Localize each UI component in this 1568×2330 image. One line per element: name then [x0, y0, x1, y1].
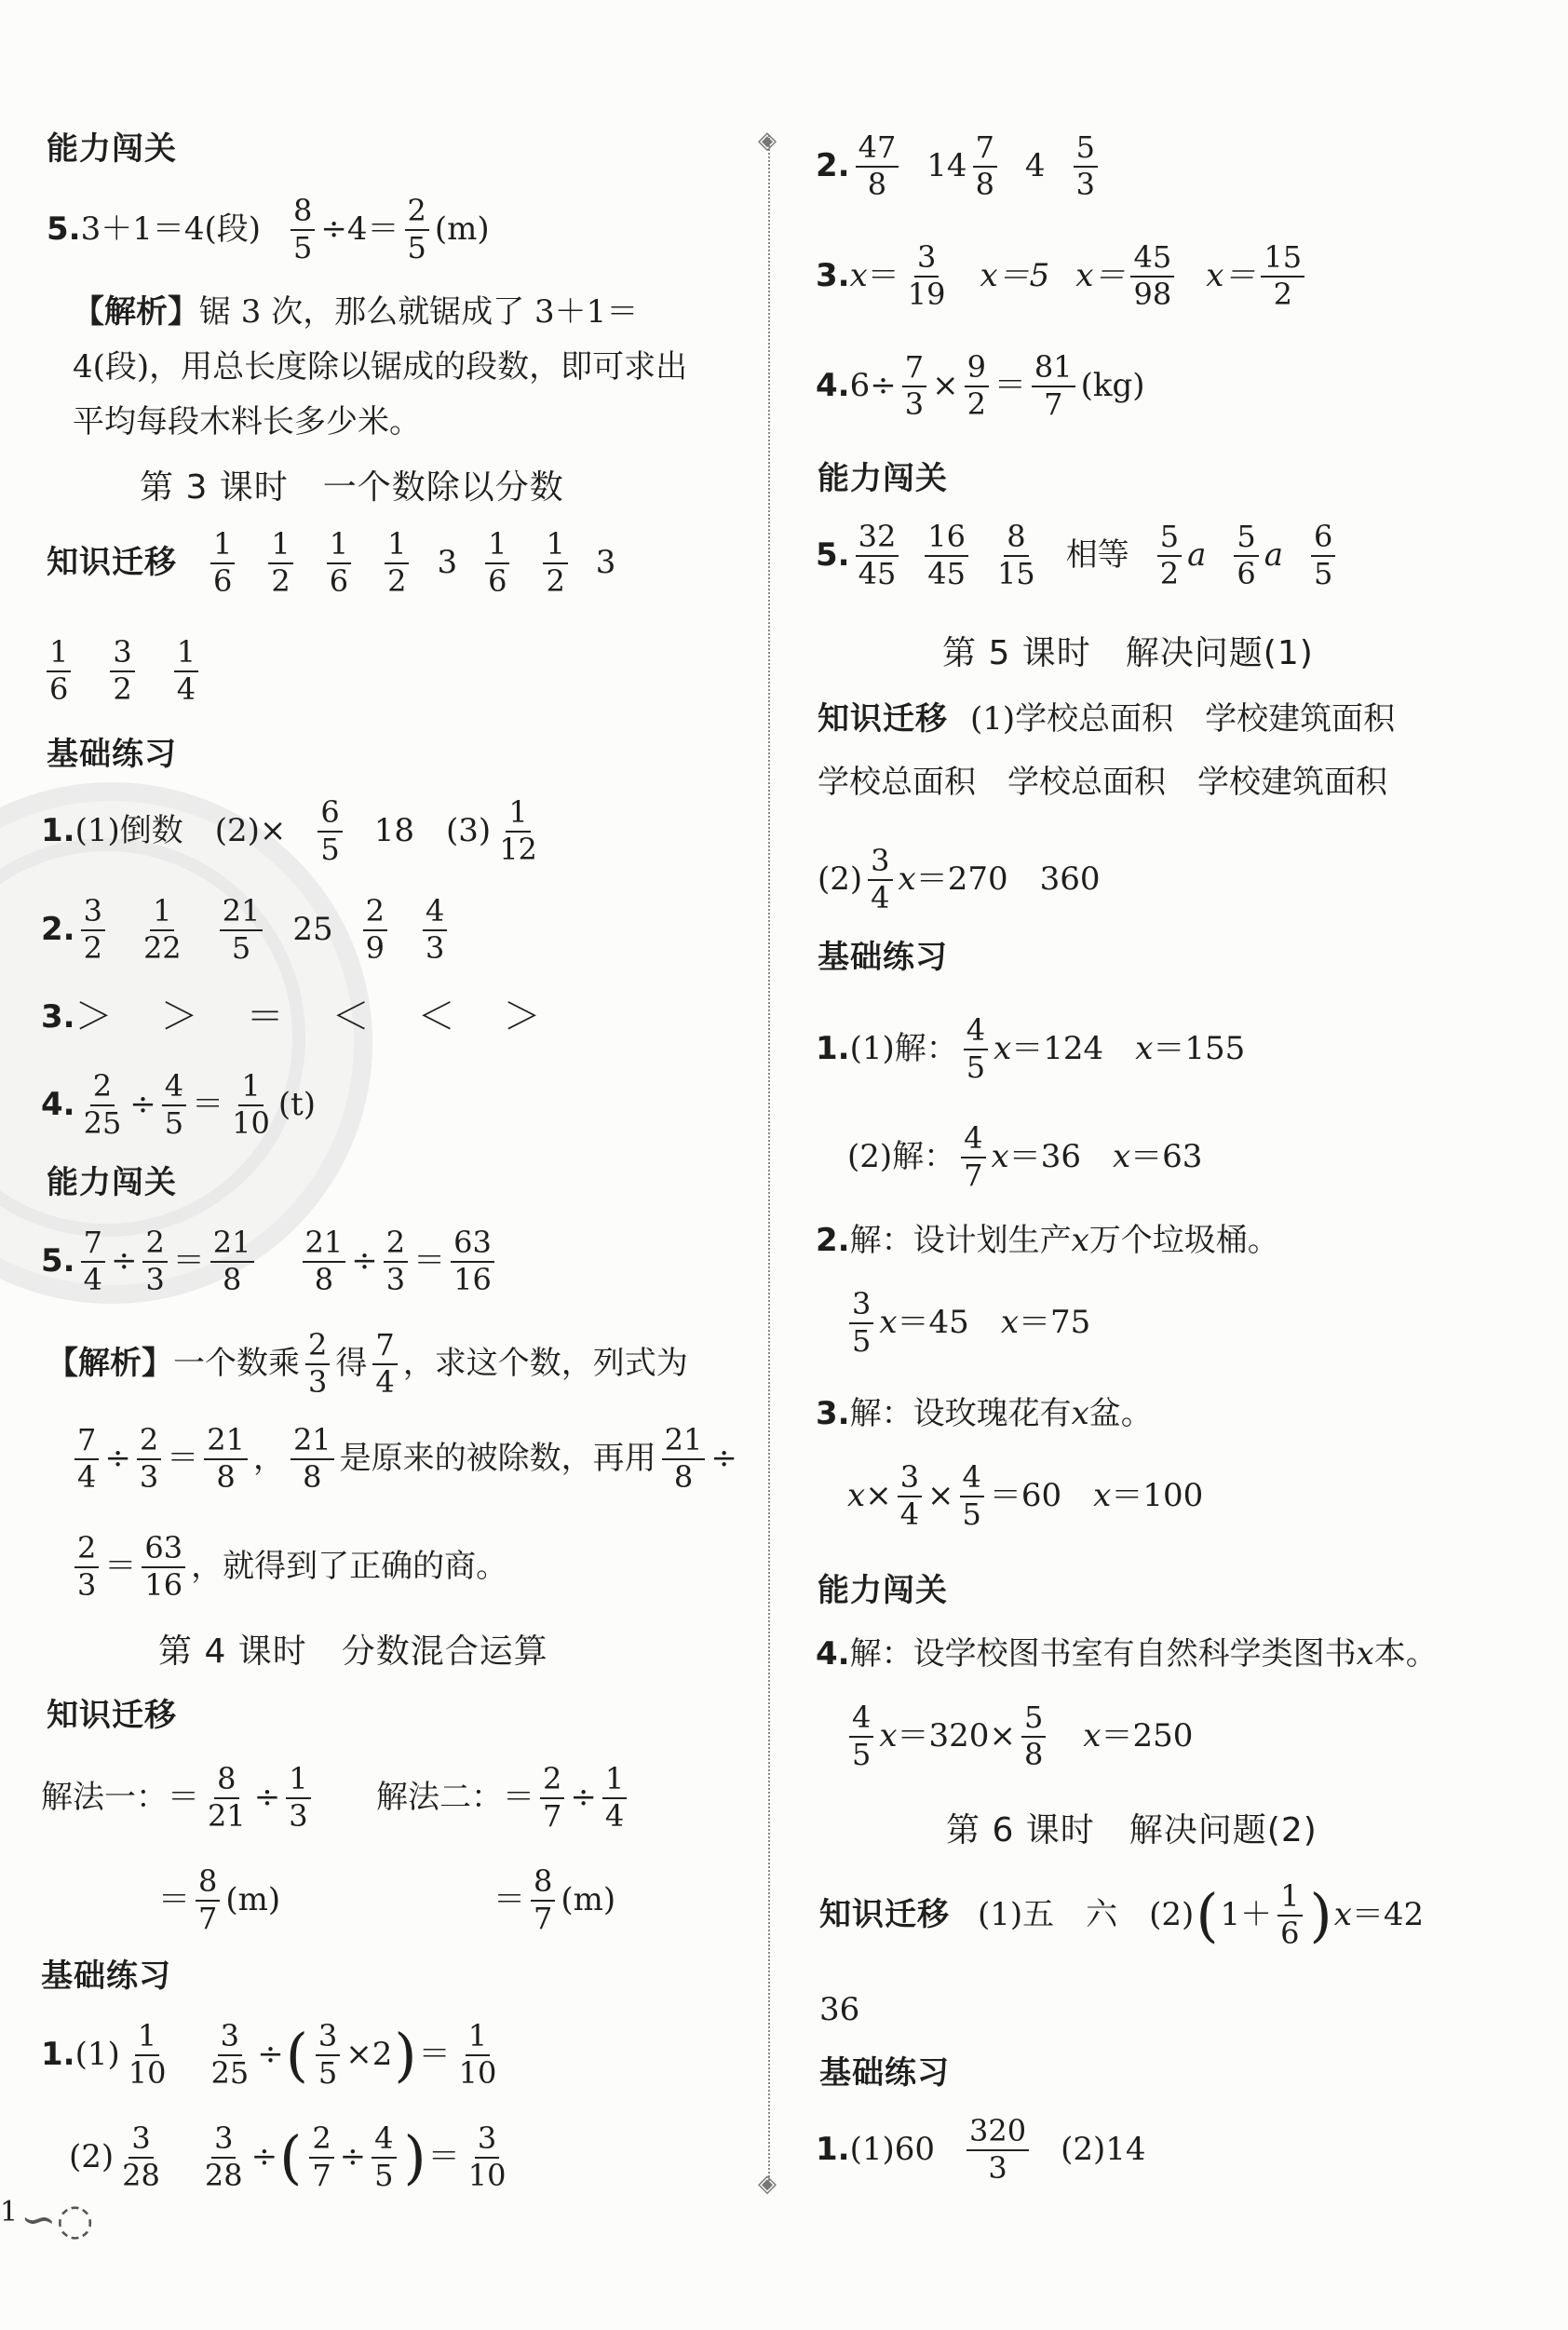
fraction: $\frac{4}{5}$ [162, 1071, 186, 1139]
solution-method-1: 解法一：＝ $\frac{8}{21}$ ÷ $\frac{1}{3}$ [41, 1764, 317, 1832]
answer-5: 5. 32 45 16 45 8 15 相等 5 2 a 5 6 a 6 5 [816, 522, 1341, 589]
knowledge-transfer-row-2 [41, 634, 204, 707]
value: 3 [437, 544, 458, 582]
mixed-answer-1: 1. (1) 1 10 $\frac{3}{25}$ ÷ ( $\frac{3}{5}$ ×2 ) ＝ 1 10 [41, 2018, 497, 2091]
separator-ornament-bottom: ◈ [758, 2170, 777, 2198]
knowledge-transfer-line-2: 学校总面积 学校总面积 学校建筑面积 [818, 764, 1387, 801]
basic-answer-2-equation: 3 5 x ＝45 x ＝75 [844, 1289, 1090, 1357]
section-heading-ability: 能力闯关 [47, 130, 177, 168]
basic-answer-1: 1. (1)60 320 3 (2)14 [816, 2113, 1146, 2186]
fraction-list [205, 526, 616, 599]
analysis-paragraph-1: 【解析】锯 3 次，那么就锯成了 3＋1＝ 4(段)，用总长度除以锯成的段数，即可求出 平均每段木料长多少米。 [73, 293, 688, 440]
fraction-list [75, 893, 453, 966]
answer-5: 5. 3＋1＝4(段) $\frac{8}{5}$ ÷4＝ 2 5 (m) [47, 193, 490, 265]
answer-4: 4. 6÷ $\frac{7}{3}$ × $\frac{9}{2}$ ＝ 81 7 (kg) [816, 349, 1145, 422]
section-heading-ability-2: 能力闯关 [818, 1572, 948, 1609]
basic-answer-3: 3. ＞ ＞ ＝ ＜ ＜ ＞ [41, 996, 547, 1038]
fraction: $\frac{8}{5}$ [291, 196, 315, 264]
page-number: 1 [0, 2196, 19, 2228]
knowledge-transfer-row-1: 知识迁移 1 6 1 2 1 6 1 2 3 1 6 1 2 3 [47, 526, 616, 599]
fraction: 1 12 [499, 794, 537, 867]
lesson-6-title: 第 6 课时 解决问题(2) [946, 1811, 1318, 1849]
section-heading-ability-2: 能力闯关 [47, 1164, 177, 1201]
fraction: 6 5 [318, 797, 342, 865]
mixed-answer-2: (2) 3 28 $\frac{3}{28}$ ÷ ( $\frac{2}{7}$ ÷ $\frac{4}{5}$ ) ＝ 3 10 [69, 2120, 507, 2193]
basic-answer-1-part-2: (2)解： 4 7 x ＝36 x ＝63 [847, 1120, 1203, 1193]
basic-answer-2: 2. 3 2 1 22 21 5 25 2 9 4 3 [41, 896, 453, 964]
column-separator [768, 135, 770, 2188]
fraction: 1 2 [385, 529, 409, 597]
section-heading-basic: 基础练习 [818, 939, 948, 976]
fraction: 1 6 [327, 529, 351, 597]
solution-method-1-result: ＝ 8 7 (m) [158, 1863, 281, 1936]
basic-answer-1: 1. (1)倒数 (2)× 6 5 18 (3) 1 12 [41, 797, 546, 865]
basic-answer-4: 4. $\frac{2}{25}$ ÷ $\frac{4}{5}$ ＝ 1 10 (t) [41, 1068, 317, 1141]
basic-answer-3-equation: x × $\frac{3}{4}$ × $\frac{4}{5}$ ＝60 x ＝100 [847, 1459, 1204, 1532]
knowledge-transfer-line-3: (2) 3 4 x ＝270 360 [818, 843, 1101, 915]
fraction: 1 6 [485, 529, 509, 597]
analysis-line-2: $\frac{7}{4}$ ÷ $\frac{2}{3}$ ＝ 21 8 ， 21 8 是原来的被除数，再用 $\frac{21}{8}$ ÷ [69, 1425, 737, 1493]
solution-method-2-result: ＝ 8 7 (m) [493, 1863, 616, 1936]
value: 3 [595, 544, 616, 582]
fraction: 1 6 [210, 529, 235, 597]
knowledge-transfer-6: 知识迁移 (1)五 六 (2) ( 1＋ 1 6 ) x ＝42 [819, 1878, 1425, 1951]
fraction: $\frac{7}{4}$ [81, 1227, 105, 1295]
fraction: 1 22 [142, 893, 182, 966]
fraction: 1 4 [174, 637, 198, 705]
fraction: 1 2 [268, 529, 292, 597]
lesson-5-title: 第 5 课时 解决问题(1) [942, 634, 1314, 672]
fraction: 2 5 [405, 196, 429, 264]
separator-ornament-top: ◈ [758, 127, 777, 155]
answer-3: 3. x ＝ 3 19 x＝5 x＝ 45 98 x＝ 15 2 [816, 242, 1310, 310]
left-column [0, 0, 764, 2330]
lesson-4-title: 第 4 课时 分数混合运算 [158, 1632, 548, 1671]
solution-method-2: 解法二：＝ $\frac{2}{7}$ ÷ $\frac{1}{4}$ [376, 1764, 632, 1832]
basic-answer-1-part-1: 1. (1)解： 4 5 x ＝124 x ＝155 [816, 1012, 1246, 1085]
ability-answer-4: 4. 解：设学校图书室有自然科学类图书 x 本。 [816, 1635, 1438, 1673]
fraction: 21 5 [220, 896, 264, 964]
fraction: $\frac{2}{3}$ [142, 1227, 167, 1295]
fraction: 3 2 [110, 637, 134, 705]
knowledge-transfer-6-answer: 36 [819, 1991, 860, 2028]
fraction-list [41, 634, 204, 707]
basic-answer-3: 3. 解：设玫瑰花有 x 盆。 [816, 1395, 1153, 1432]
fraction: $\frac{2}{3}$ [384, 1227, 408, 1295]
analysis-line-3: 2 3 ＝ 63 16 ，就得到了正确的商。 [69, 1533, 507, 1601]
fraction: $\frac{21}{8}$ [303, 1227, 346, 1295]
fraction: 1 6 [47, 637, 71, 705]
section-heading-basic-2: 基础练习 [41, 1957, 171, 1995]
fraction: 21 8 [210, 1227, 254, 1295]
ability-answer-4-equation: 4 5 x ＝320× $\frac{5}{8}$ x ＝250 [844, 1702, 1193, 1770]
fraction: 3 2 [81, 896, 105, 964]
answer-2: 2. 47 8 14 7 8 4 5 3 [816, 132, 1103, 200]
fraction: 4 3 [423, 896, 447, 964]
section-heading-ability: 能力闯关 [818, 460, 948, 497]
fraction: $\frac{2}{25}$ [83, 1068, 122, 1141]
section-heading-basic: 基础练习 [47, 736, 177, 773]
right-column [782, 0, 1568, 2330]
ability-answer-5: 5. $\frac{7}{4}$ ÷ $\frac{2}{3}$ ＝ 21 8 $\frac{21}{8}$ ÷ $\frac{2}{3}$ ＝ 63 16 [41, 1227, 500, 1295]
fraction: 1 2 [543, 529, 567, 597]
knowledge-transfer-line-1: 知识迁移 (1)学校总面积 学校建筑面积 [818, 700, 1396, 738]
lesson-3-title: 第 3 课时 一个数除以分数 [140, 468, 564, 507]
fraction: 1 10 [232, 1068, 270, 1141]
cloud-ornament-icon: ∽◌ [20, 2194, 94, 2244]
basic-answer-2: 2. 解：设计划生产 x 万个垃圾桶。 [816, 1222, 1279, 1259]
value: 25 [292, 911, 333, 949]
fraction: 63 16 [451, 1227, 494, 1295]
section-heading-knowledge: 知识迁移 [47, 1697, 177, 1734]
section-heading-basic-2: 基础练习 [819, 2054, 950, 2092]
analysis-line-1: 【解析】 一个数乘 2 3 得 7 4 ，求这个数，列式为 [47, 1327, 688, 1400]
fraction: 2 9 [363, 896, 387, 964]
